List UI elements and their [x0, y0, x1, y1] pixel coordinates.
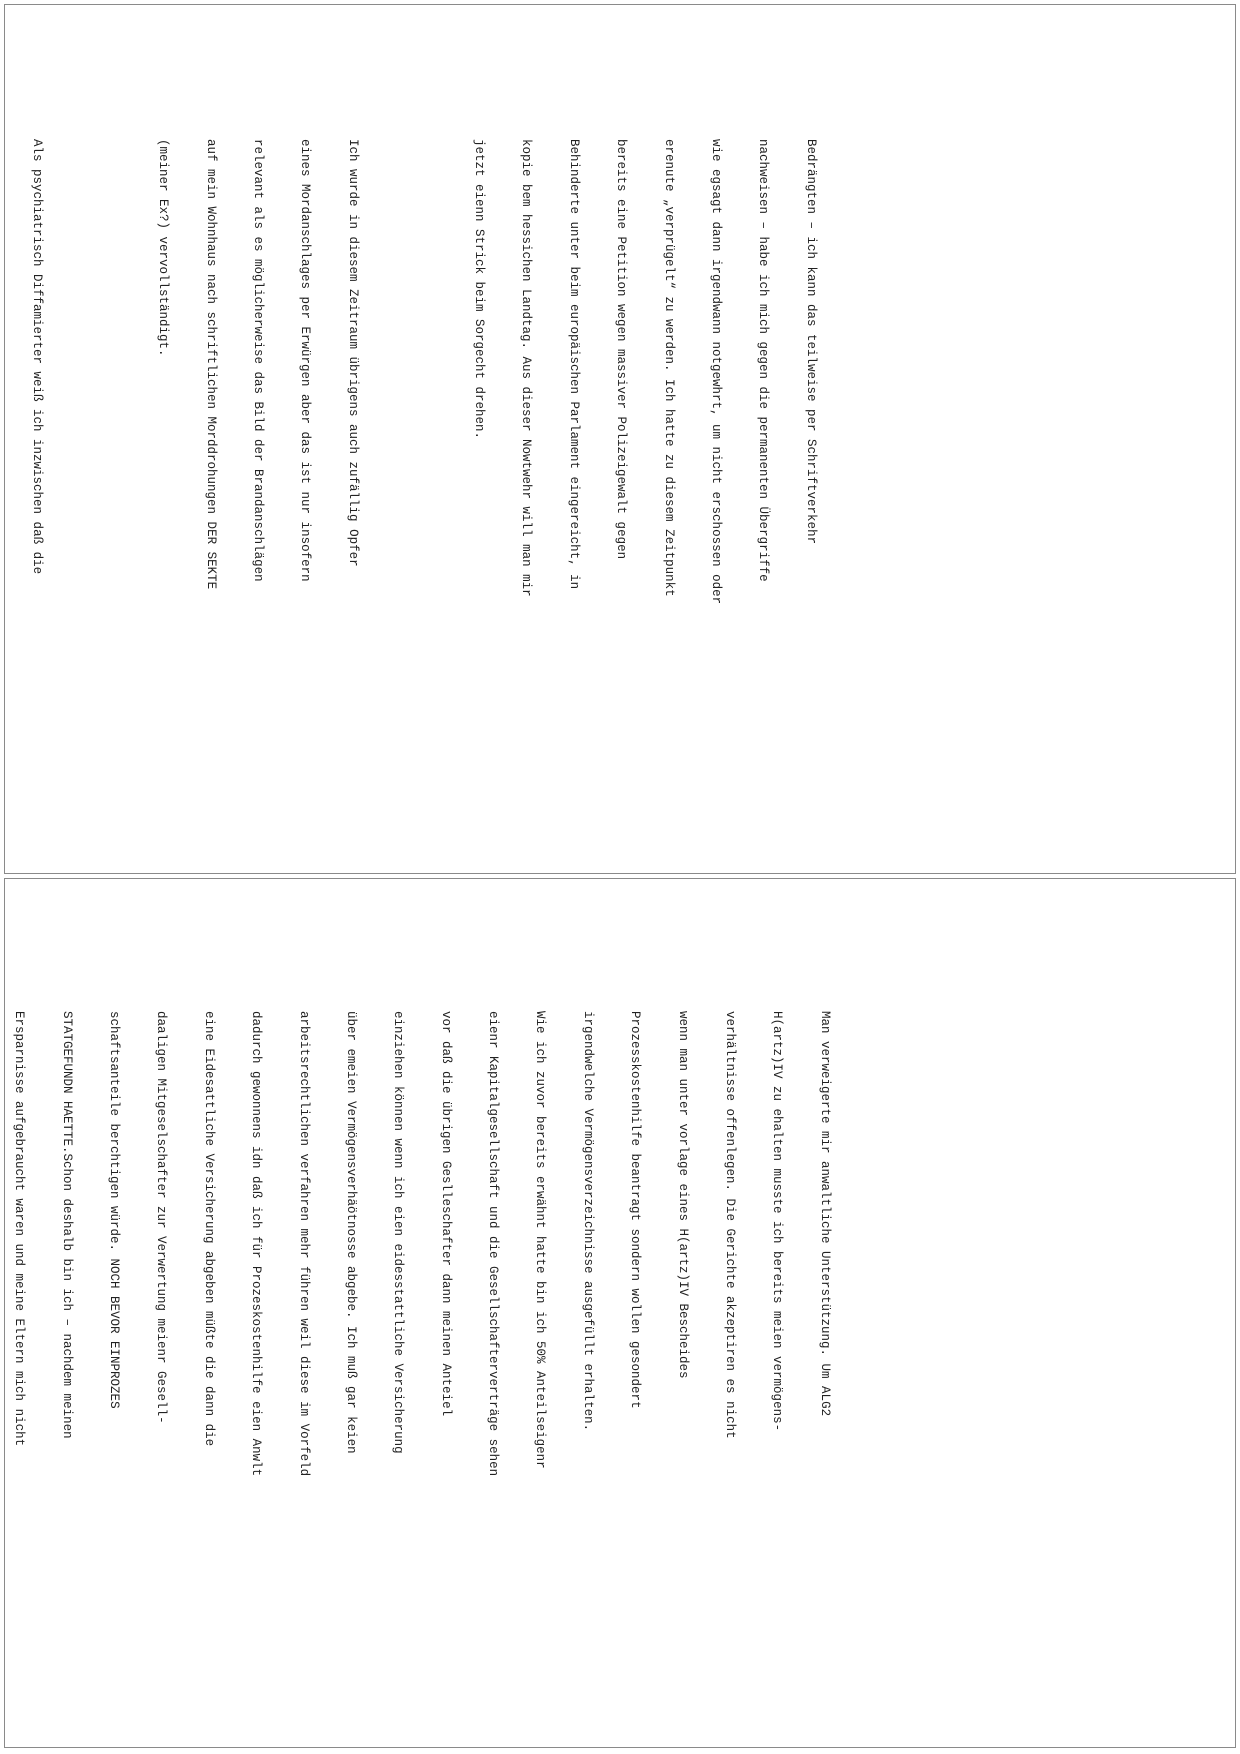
page-1 — [4, 4, 1236, 874]
rotated-text-block — [4, 1011, 895, 1631]
rotated-text-block — [4, 139, 881, 759]
text-line: eines Mordanschlages per Erwürgen aber das ist nur insofern — [298, 139, 313, 582]
text-line: H(artz)IV zu ehalten musste ich bereits meien vermögens- — [770, 1011, 785, 1432]
text-line: STATGEFUNDN HAETTE.Schon deshalb bin ich – nachdem meinen — [59, 1011, 74, 1439]
text-line: wie egsagt dann irgendwann notgewhrt, um nicht erschossen oder — [709, 139, 724, 605]
text-line: vor daß die übrigen Geslleschafter dann meinen Anteiel — [438, 1011, 453, 1417]
page-2 — [4, 878, 1236, 1748]
text-line: arbeitsrechtlichen verfahren mehr führen weil diese im Vorfeld — [296, 1011, 311, 1477]
paragraph — [4, 1011, 863, 1631]
text-line: Ich wurde in diesem Zeitraum übrigens auch zufällig Opfer — [345, 139, 360, 567]
text-line: jetzt eienn Strick beim Sorgecht drehen. — [472, 139, 487, 440]
paragraph — [123, 139, 392, 759]
text-line: eine Eidesattliche Versicherung abgeben müßte die dann die — [201, 1011, 216, 1447]
text-line: Ersparnisse aufgebraucht waren und meine Eltern mich nicht — [12, 1011, 27, 1447]
text-line: (meiner Ex?) vervollständigt. — [156, 139, 171, 357]
text-line: einziehen können wenn ich eien eidesstattliche Versicherung — [391, 1011, 406, 1454]
text-line: über emeien Vermögensverhäötnosse abgebe. Ich muß gar keien — [343, 1011, 358, 1454]
text-line: bereits eine Petition wegen massiver Polizeigewalt gegen — [614, 139, 629, 560]
text-line: Bedrängten – ich kann das teilweise per Schriftverkehr — [803, 139, 818, 545]
paragraph — [439, 139, 850, 759]
text-line: relevant als es möglicherweise das Bild der Brandanschlägen — [250, 139, 265, 582]
text-line: erenute „verprügelt“ zu werden. Ich hatte zu diesem Zeitpunkt — [661, 139, 676, 597]
text-line: nachweisen – habe ich mich gegen die permanenten Übergriffe — [756, 139, 771, 582]
text-line: irgendwelche Vermögensverzeichnisse ausgefüllt erhalten. — [580, 1011, 595, 1432]
text-line: eienr Kapitalgesellschaft und die Gesellschafterverträge sehen — [486, 1011, 501, 1477]
text-line: wenn man unter vorlage eines H(artz)IV Bescheides — [675, 1011, 690, 1379]
text-line: daaligen Mitgeselschafter zur Verwertung meienr Gesell- — [154, 1011, 169, 1424]
paragraph — [4, 139, 75, 759]
text-line: Prozesskostenhilfe beantragt sondern wollen gesondert — [628, 1011, 643, 1409]
text-line: verhältnisse offenlegen. Die Gerichte akzeptiren es nicht — [723, 1011, 738, 1439]
text-line: Behinderte unter beim europäischen Parlament eingereicht, in — [566, 139, 581, 590]
text-line: Wie ich zuvor bereits erwähnt hatte bin ich 50% Anteilseigenr — [533, 1011, 548, 1469]
text-line: dadurch gewonnens idn daß ich für Prozeskostenhilfe eien Anwlt — [249, 1011, 264, 1477]
text-line: Man verweigerte mir anwaltliche Unterstützung. Um ALG2 — [817, 1011, 832, 1417]
text-line: Als psychiatrisch Diffamierter weiß ich inzwischen daß die — [29, 139, 44, 575]
text-line: schaftsanteile berchtigen würde. NOCH BEVOR EINPROZES — [106, 1011, 121, 1409]
text-line: auf mein Wohnhaus nach schriftlichen Morddrohungen DER SEKTE — [203, 139, 218, 590]
text-line: kopie bem hessichen Landtag. Aus dieser Nowtwehr will man mir — [519, 139, 534, 597]
